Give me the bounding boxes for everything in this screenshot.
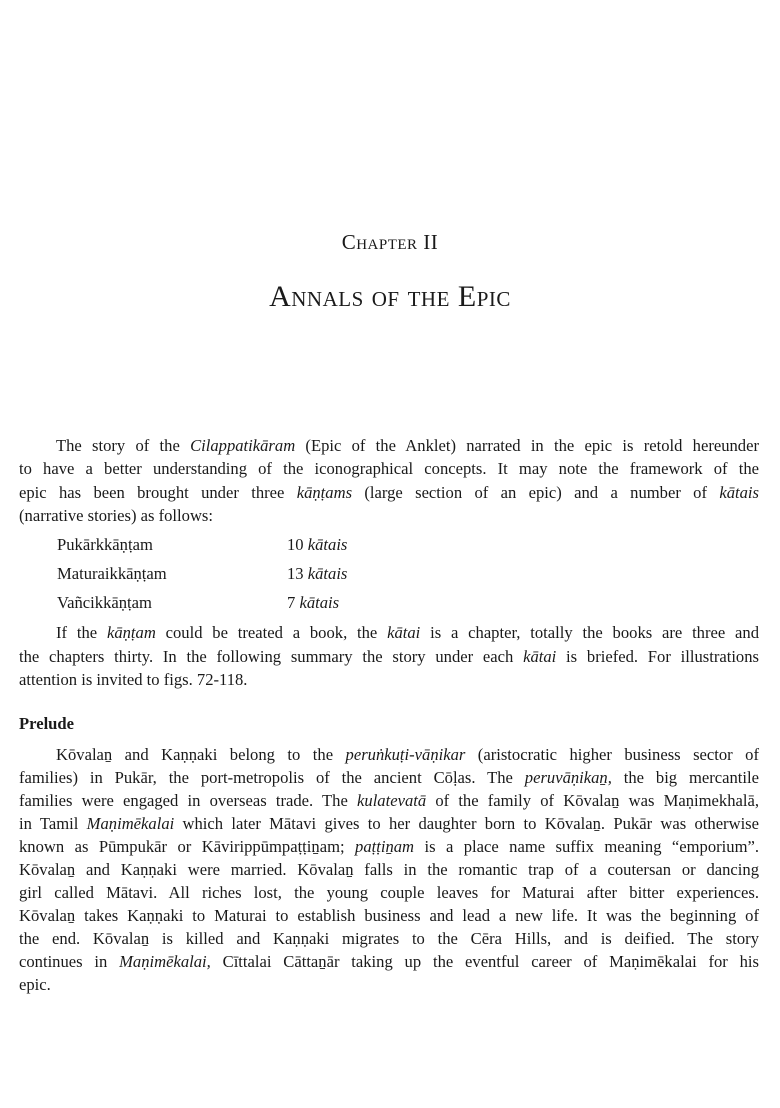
text-segment: in Tamil [19,814,87,833]
italic-term: kāṇṭams [296,483,353,502]
text-line [19,814,759,834]
italic-term: kātais [719,483,759,502]
text-line [19,506,759,526]
text-segment: the chapters thirty. In the following summary the story under each [19,647,524,666]
unit: kātais [307,564,348,583]
text-segment: (large section of an epic) and a number of [352,483,720,502]
text-segment: (narrative stories) as follows: [19,506,213,525]
italic-term: kulatevatā [357,791,427,810]
katai-count [287,564,347,584]
text-line [19,791,759,811]
kantam-row [57,535,348,555]
kantam-name: Maturaikkāṇṭam [57,564,167,583]
text-segment: known as Pūmpukār or Kāvirippūmpaṭṭiṉam; [19,837,356,856]
italic-term: Cilappatikāram [190,436,296,455]
text-line [19,459,759,479]
text-line [19,975,759,995]
text-segment: (Epic of the Anklet) narrated in the epic is retold hereunder [295,436,759,455]
text-segment: is briefed. For illustrations [556,647,759,666]
text-segment: attention is invited to figs. 72-118. [19,670,248,689]
text-line [19,647,759,667]
italic-term: kāṇṭam [106,623,156,642]
text-line [19,483,759,503]
text-segment: (aristocratic higher business sector of [465,745,759,764]
text-segment: is a chapter, totally the books are three and [420,623,759,642]
text-segment: The story of the [56,436,191,455]
text-line [56,745,759,765]
text-segment: the big mercantile [611,768,759,787]
italic-term: Maṇimēkalai, [119,952,211,971]
text-segment: continues in [19,952,120,971]
count: 10 [287,535,304,554]
text-line [19,768,759,788]
italic-term: peruvāṇikaṉ, [524,768,612,787]
chapter-label: Chapter II [341,230,439,254]
text-line [56,436,759,456]
section-heading-prelude: Prelude [19,714,74,733]
unit: kātais [299,593,340,612]
text-line [19,883,759,903]
italic-term: paṭṭiṉam [355,837,415,856]
text-segment: girl called Mātavi. All riches lost, the young couple leaves for Maturai after bitter experiences. [19,883,759,902]
kantam-name: Pukārkkāṇṭam [57,535,153,554]
text-segment: epic has been brought under three [19,483,297,502]
unit: kātais [307,535,348,554]
italic-term: kātai [523,647,557,666]
text-segment: families) in Pukār, the port-metropolis of the ancient Cōḷas. The [19,768,525,787]
text-segment: could be treated a book, the [155,623,388,642]
text-segment: families were engaged in overseas trade. The [19,791,358,810]
kantam-row [57,593,340,613]
text-segment: If the [56,623,107,642]
text-segment: Kōvalaṉ takes Kaṇṇaki to Maturai to establish business and lead a new life. It was the beginning of [19,906,759,925]
text-line [19,860,759,880]
text-segment: the end. Kōvalaṉ is killed and Kaṇṇaki migrates to the Cēra Hills, and is deified. The story [19,929,759,948]
count: 13 [287,564,304,583]
katai-count [287,593,339,613]
count: 7 [287,593,296,612]
text-line [19,929,759,949]
chapter-title: Annals of the Epic [269,280,511,313]
text-segment: Kōvalaṉ and Kaṇṇaki belong to the [56,745,346,764]
italic-term: kātai [387,623,421,642]
text-segment: of the family of Kōvalaṉ was Maṇimekhalā, [426,791,759,810]
text-segment: which later Mātavi gives to her daughter born to Kōvalaṉ. Pukār was otherwise [174,814,759,833]
kantam-name: Vañcikkāṇṭam [57,593,152,612]
text-line [56,623,759,643]
text-segment: is a place name suffix meaning “emporium”. [414,837,759,856]
text-line [19,952,759,972]
italic-term: Maṇimēkalai [86,814,175,833]
text-line [19,906,759,926]
text-segment: Cīttalai Cāttaṉār taking up the eventful career of Maṇimēkalai for his [210,952,759,971]
text-line [19,837,759,857]
text-segment: Kōvalaṉ and Kaṇṇaki were married. Kōvalaṉ falls in the romantic trap of a coutersan or dancing [19,860,759,879]
text-segment: epic. [19,975,51,994]
text-segment: to have a better understanding of the iconographical concepts. It may note the framework of the [19,459,759,478]
italic-term: peruṅkuṭi-vāṇikar [345,745,466,764]
text-line [19,670,759,690]
katai-count [287,535,347,555]
kantam-row [57,564,348,584]
